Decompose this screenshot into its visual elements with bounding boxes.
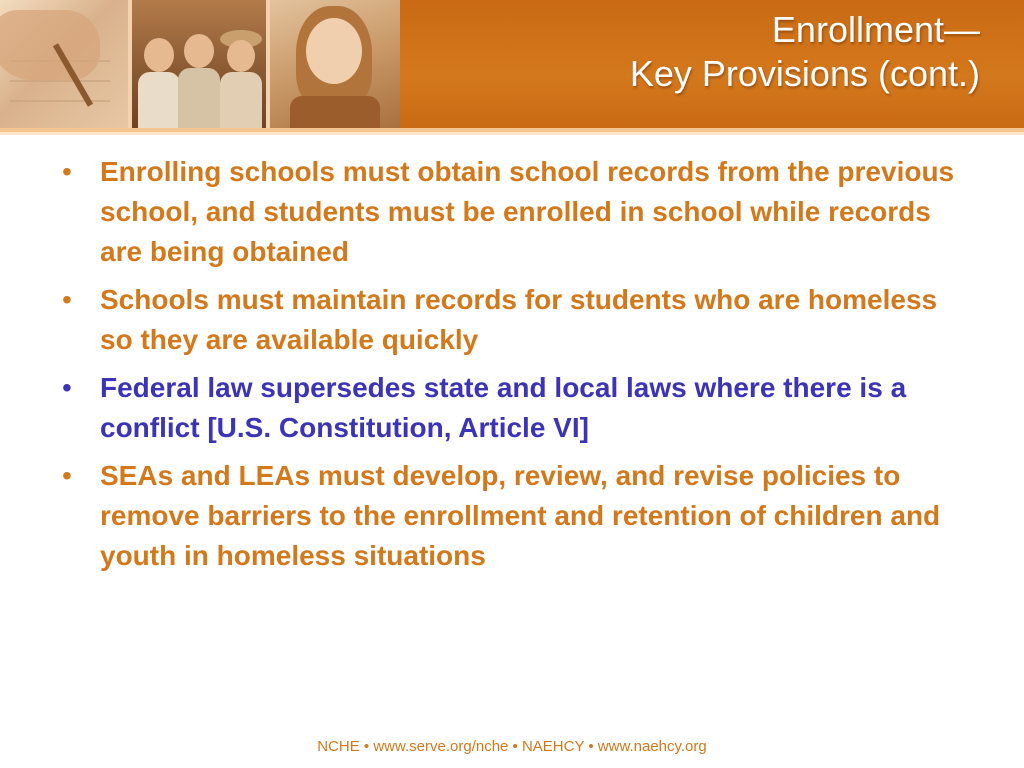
header-band: [0, 0, 1024, 128]
paper-line: [10, 80, 110, 82]
bullet-text: Federal law supersedes state and local laws where there is a conflict [U.S. Constitution, Article VI]: [100, 372, 907, 443]
header-stripe: [0, 132, 1024, 135]
bullet-marker: •: [62, 284, 72, 315]
bullet-marker: •: [62, 372, 72, 403]
bullet-item: [62, 152, 972, 272]
bullet-text: Schools must maintain records for students who are homeless so they are available quickly: [100, 284, 938, 355]
bullet-marker: •: [62, 156, 72, 187]
bullet-list: [62, 152, 972, 584]
hand-shape: [0, 10, 100, 80]
bullet-marker: •: [62, 460, 72, 491]
photo-three-children: [132, 0, 266, 128]
slide-title: [630, 8, 980, 96]
photo-girl-thinking: [270, 0, 400, 128]
bullet-item: [62, 280, 972, 360]
child-head: [144, 38, 174, 72]
title-line-2: Key Provisions (cont.): [629, 53, 980, 94]
bullet-item: [62, 368, 972, 448]
child-body: [178, 68, 220, 128]
paper-line: [10, 100, 110, 102]
child-head: [227, 40, 255, 72]
bullet-text: SEAs and LEAs must develop, review, and revise policies to remove barriers to the enrollment and retention of children and youth in homeless situations: [100, 460, 941, 571]
child-head: [184, 34, 214, 68]
girl-body: [290, 96, 380, 128]
photo-hand-writing: [0, 0, 128, 128]
child-body: [138, 72, 180, 128]
footer-text: NCHE • www.serve.org/nche • NAEHCY • www.naehcy.org: [317, 738, 707, 755]
bullet-text: Enrolling schools must obtain school records from the previous school, and students must be enrolled in school while records are being obtained: [100, 156, 955, 267]
title-line-1: Enrollment—: [771, 9, 980, 50]
bullet-item: [62, 456, 972, 576]
girl-face: [306, 18, 362, 84]
child-body: [220, 72, 262, 128]
